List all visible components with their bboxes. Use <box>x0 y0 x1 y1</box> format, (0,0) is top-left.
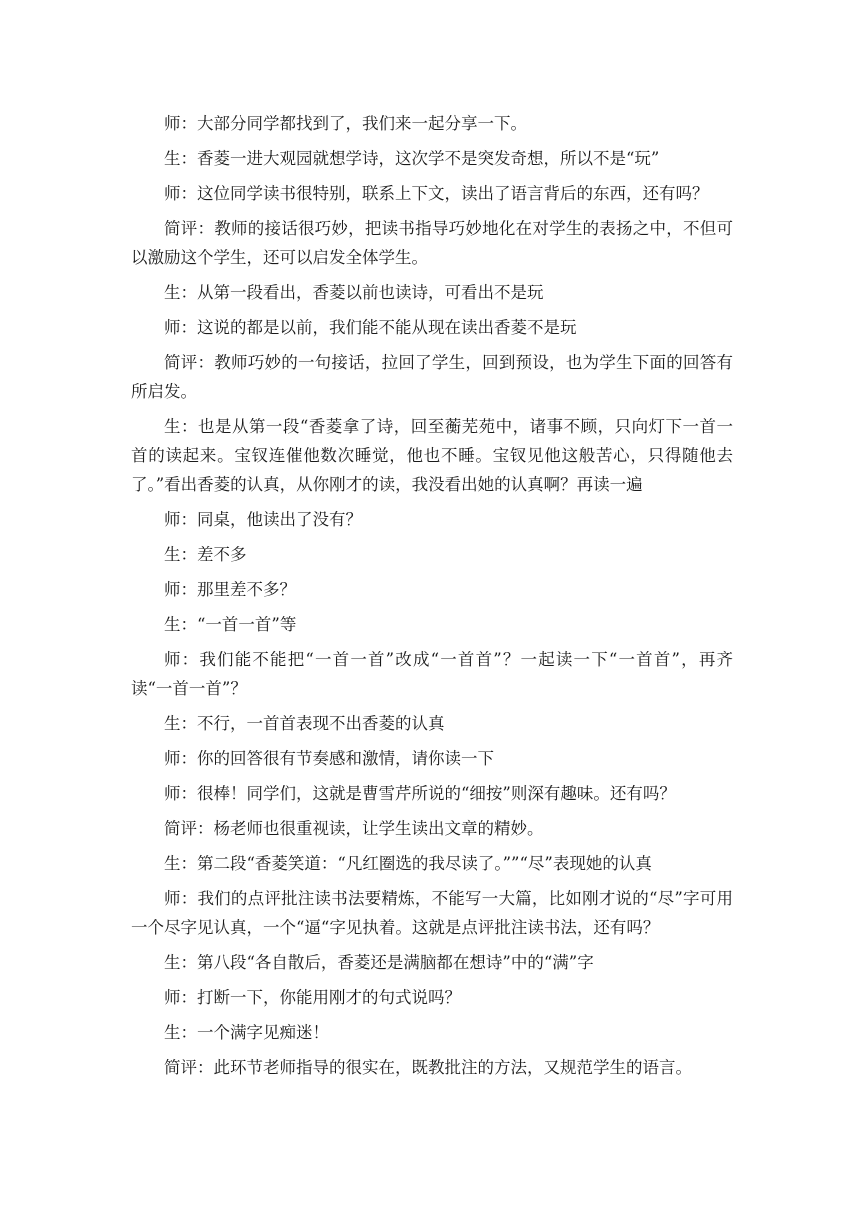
paragraph: 师：那里差不多？ <box>164 580 296 599</box>
paragraph: 师：我们的点评批注读书法要精炼，不能写一大篇，比如刚才说的“尽”字可用一个尽字见认真，一个“逼“字见执着。这就是点评批注读书法，还有吗？ <box>131 889 733 937</box>
paragraph: 生：差不多 <box>164 545 247 564</box>
paragraph: 简评：此环节老师指导的很实在，既教批注的方法，又规范学生的语言。 <box>164 1058 692 1077</box>
paragraph: 师：很棒！同学们，这就是曹雪芹所说的“细按”则深有趣味。还有吗？ <box>164 784 676 803</box>
paragraph: 生：不行，一首首表现不出香菱的认真 <box>164 714 445 733</box>
paragraph: 师：这位同学读书很特别，联系上下文，读出了语言背后的东西，还有吗？ <box>164 184 709 203</box>
paragraph: 生：从第一段看出，香菱以前也读诗，可看出不是玩 <box>164 283 544 302</box>
paragraph: 师：打断一下，你能用刚才的句式说吗？ <box>164 988 461 1007</box>
paragraph: 师：你的回答很有节奏感和激情，请你读一下 <box>164 749 494 768</box>
paragraph: 师：大部分同学都找到了，我们来一起分享一下。 <box>164 114 527 133</box>
paragraph: 简评：教师的接话很巧妙，把读书指导巧妙地化在对学生的表扬之中，不但可以激励这个学生，还可以启发全体学生。 <box>131 219 733 267</box>
paragraph: 师：这说的都是以前，我们能不能从现在读出香菱不是玩 <box>164 318 577 337</box>
paragraph: 生：第八段“各自散后，香菱还是满脑都在想诗”中的“满”字 <box>164 953 594 972</box>
paragraph: 生：一个满字见痴迷！ <box>164 1023 329 1042</box>
paragraph: 简评：杨老师也很重视读，让学生读出文章的精妙。 <box>164 819 544 838</box>
paragraph: 师：我们能不能把“一首一首”改成“一首首”？一起读一下“一首首”，再齐读“一首一首”？ <box>131 650 733 698</box>
paragraph: 生：也是从第一段“香菱拿了诗，回至蘅芜苑中，诸事不顾，只向灯下一首一首的读起来。宝钗连催他数次睡觉，他也不睡。宝钗见他这般苦心，只得随他去了。”看出香菱的认真，从你刚才的读，我没看出她的认真啊？再读一遍 <box>131 417 733 494</box>
paragraph: 生：第二段“香菱笑道：“凡红圈选的我尽读了。””“尽”表现她的认真 <box>164 854 652 873</box>
paragraph: 生：香菱一进大观园就想学诗，这次学不是突发奇想，所以不是“玩” <box>164 149 660 168</box>
paragraph: 生：“一首一首”等 <box>164 615 297 634</box>
paragraph: 师：同桌，他读出了没有？ <box>164 510 362 529</box>
document-body <box>131 109 733 1088</box>
paragraph: 简评：教师巧妙的一句接话，拉回了学生，回到预设，也为学生下面的回答有所启发。 <box>131 353 733 401</box>
